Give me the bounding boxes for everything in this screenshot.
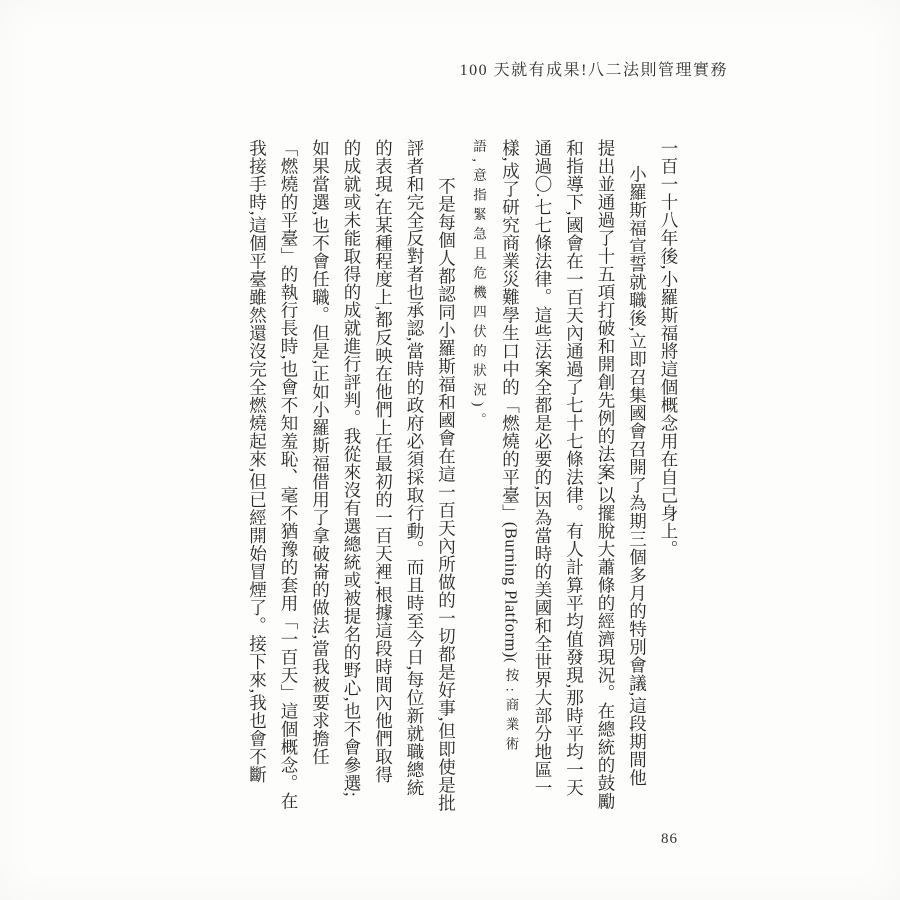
text-column: 和指導下,國會在一百天內通過了七十七條法律。有人計算平均值發現,那時平均一天: [564, 139, 585, 797]
text-column: 「燃燒的平臺」的執行長時,也會不知羞恥、毫不猶豫的套用「一百天」這個概念。在: [279, 139, 299, 810]
text-column: 小羅斯福宣誓就職後,立即召集國會召開了為期三個多月的特別會議,這段期間他: [627, 165, 648, 787]
text-column: 一百一十八年後,小羅斯福將這個概念用在自己身上。: [659, 139, 679, 558]
running-header: 100 天就有成果!八二法則管理實務: [459, 62, 728, 79]
annotation-text: (按:商業術: [503, 657, 519, 757]
text-column: 的成就或未能取得的成就進行評判。我從來沒有選總統或被提名的野心,也不會參選;: [342, 139, 362, 798]
text-column: 提出並通過了十五項打破和開創先例的法案,以擺脫大蕭條的經濟現況。在總統的鼓勵: [596, 139, 616, 810]
text-column: 我接手時,這個平臺雖然還沒完全燃燒起來,但已經開始冒煙了。接下來,我也會不斷: [247, 139, 268, 784]
text-column: [494, 139, 527, 834]
page-number: 86: [661, 831, 678, 847]
text-column: 通過〇.七七條法律。這些法案全都是必要的,因為當時的美國和全世界大部分地區一: [533, 139, 553, 797]
text-column: 不是每個人都認同小羅斯福和國會在這一百天內所做的一切都是好事,但即使是批: [436, 177, 457, 812]
text-column: 評者和完全反對者也承認,當時的政府必須採取行動。而且時至今日,每位新就職總統: [405, 139, 425, 797]
text-block: [241, 139, 684, 834]
text-segment: 樣,成了研究商業災難學生口中的「燃燒的平臺」: [500, 139, 521, 522]
text-column: [462, 139, 495, 834]
text-column: 如果當選,也不會任職。但是,正如小羅斯福借用了拿破崙的做法,當我被要求擔任: [310, 139, 331, 766]
text-column: 的表現,在某種程度上,都反映在他們上任最初的一百天裡,根據這段時間內他們取得: [373, 139, 394, 784]
annotation-text: 語,意指緊急且危機四伏的狀況)。: [471, 139, 486, 432]
latin-term: (Burning Platform): [501, 521, 521, 658]
